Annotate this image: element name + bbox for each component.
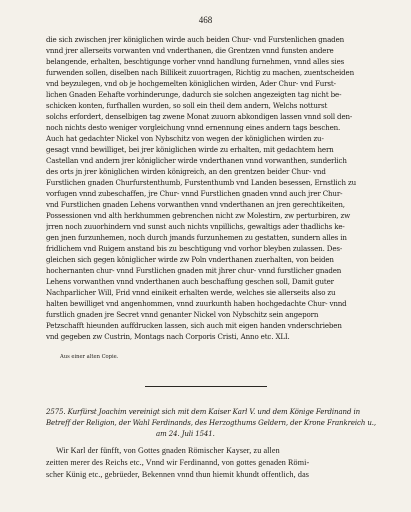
body-line: Auch hat gedachter Nickel von Nybschitz von wegen der königlichen wirden zu- xyxy=(46,134,324,143)
body-line: vorfugen vnnd zubeschaffen, jre Chur- vnnd Furstlichen gnaden vnnd auch jrer Chur- xyxy=(46,189,343,198)
body-line: des orts jn jrer königlichen wirden königreich, an den grentzen beider Chur- vnd xyxy=(46,167,326,176)
body-line: Furstlichen gnaden Churfurstenthumb, Furstenthumb vnd Landen besessen, Ernstlich zu xyxy=(46,178,356,187)
body-line: Nachparlicher Will, Frid vnnd einikeit erhalten werde, welches sie allerseits also zu xyxy=(46,288,336,297)
body-line: Castellan vnd andern jrer königlicher wirde vnderthanen vnnd vorwanthen, sunderlich xyxy=(46,156,347,165)
document-line: Wir Karl der fünfft, von Gottes gnaden Römischer Kayser, zu allen xyxy=(56,446,280,455)
body-line: gesagt vnnd bewilliget, bei jrer königlichen wirde zu erhalten, mit gedachtem hern xyxy=(46,145,334,154)
heading-line: 2575. Kurfürst Joachim vereinigt sich mit dem Kaiser Karl V. und dem Könige Ferdinand in xyxy=(46,408,361,416)
body-line: vnd gegeben zw Custrin, Montags nach Corporis Cristi, Anno etc. XLI. xyxy=(46,332,290,341)
body-line: vnd Furstlichen gnaden Lehens vorwanthen vnnd vnderthanen an jren gerechtikeiten, xyxy=(46,200,345,209)
document-line: scher Künig etc., gebrüeder, Bekennen vnnd thun hiemit khundt offentlich, das xyxy=(46,470,310,479)
body-line: hochernanten chur- vnnd Furstlichen gnaden mit jhrer chur- vnnd furstlicher gnaden xyxy=(46,266,342,275)
body-line: belangende, erhalten, beschtigunge vorher vnnd handlung furnehmen, vnnd alles sies xyxy=(46,57,345,66)
body-line: furwenden sollen, diselben nach Billikeit zuuortragen, Richtig zu machen, zuentscheiden xyxy=(46,68,355,77)
body-line: furstlich gnaden jre Secret vnnd genanter Nickel von Nybschitz sein angeporn xyxy=(46,310,319,319)
body-line: vnnd jrer allerseits vorwanten vnd vnderthanen, die Grentzen vnnd funsten andere xyxy=(46,46,334,55)
body-line: jrren noch zuuorhindern vnd sunst auch nichts vnpillichs, gewaltigs ader thadlichs ke- xyxy=(46,222,345,231)
body-line: halten bewilliget vnd angenhommen, vnnd zuurkunth haben hochgedachte Chur- vnnd xyxy=(46,299,347,308)
body-line: die sich zwischen jrer königlichen wirde auch beiden Chur- vnd Furstenlichen gnaden xyxy=(46,35,345,44)
body-line: gleichen sich gegen königlicher wirde zw Poln vnderthanen zuerhalten, von beiden xyxy=(46,255,334,264)
source-note: Aus einer alten Copie. xyxy=(60,354,119,360)
document-line: zeitten merer des Reichs etc., Vnnd wir Ferdinannd, von gottes genaden Römi- xyxy=(46,458,310,467)
body-line: schicken konten, furfhallen wurden, so soll ein theil dem andern, Welchs notturst xyxy=(46,101,328,110)
page-number: 468 xyxy=(198,15,213,25)
section-divider xyxy=(145,386,267,387)
body-line: lichen Gnaden Eehafte vorhinderunge, dadurch sie solchen angezeigten tag nicht be- xyxy=(46,90,342,99)
body-line: Lehens vorwanthen vnnd vnderthanen auch beschaffung geschen soll, Damit guter xyxy=(46,277,334,286)
body-line: gen jnen furzunhemen, noch durch jmands furzunhemen zu gestatten, sundern alles in xyxy=(46,233,347,242)
body-line: fridlichem vnd Ruigem anstand bis zu beschtigung vnd vorhor bleyben zulassen. Des- xyxy=(46,244,343,253)
body-line: Petzschafft hieunden auffdrucken lassen, sich auch mit eigen handen vnderschrieben xyxy=(46,321,342,330)
body-line: vnd beyzulegen, vnd ob je hochgemelten königlichen wirden, Ader Chur- vnd Furst- xyxy=(46,79,336,88)
heading-line: Betreff der Religion, der Wahl Ferdinands, des Herzogthums Geldern, der Krone Frankreich u., xyxy=(46,419,377,427)
heading-line: am 24. Juli 1541. xyxy=(156,430,215,438)
body-line: solchs erfordert, denselbigen tag zwene Monat zuuorn abkondigen lassen vnnd soll den- xyxy=(46,112,353,121)
body-line: Possessionen vnd alth herkhummen gebrenchen nicht zw Molestirn, zw perturbiren, zw xyxy=(46,211,351,220)
body-line: noch nichts desto weniger vorgleichung vnnd ernennung eines andern tags beschen. xyxy=(46,123,341,132)
